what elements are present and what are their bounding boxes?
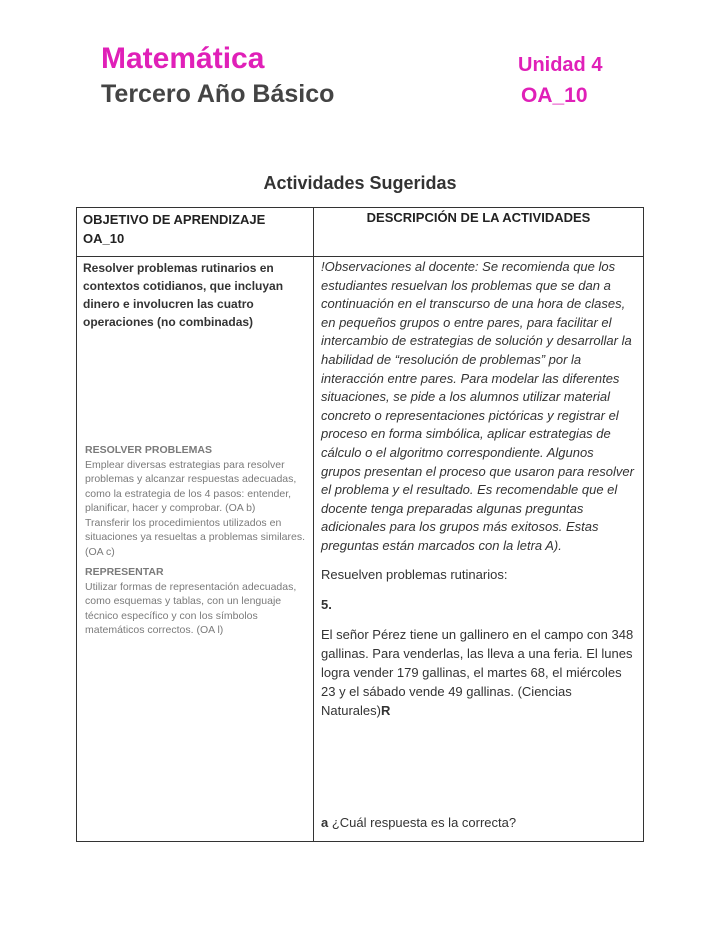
intro-text: Resuelven problemas rutinarios: xyxy=(321,566,508,582)
question-letter: a xyxy=(321,815,329,830)
problem-number: 5. xyxy=(321,596,332,612)
question-text: ¿Cuál respuesta es la correcta? xyxy=(328,815,517,830)
problem-text: El señor Pérez tiene un gallinero en el campo con 348 gallinas. Para venderlas, las lleva a una feria. El lunes logra vender 179 gallinas, el martes 68, el miércoles 23 y el sábado vende 49 gallinas. (Ciencias Naturales) xyxy=(321,626,634,718)
unit-label: Unidad 4 xyxy=(518,54,603,76)
description-cell xyxy=(314,257,644,842)
table-row xyxy=(77,257,644,842)
oa-label: OA_10 xyxy=(521,84,588,107)
activities-table xyxy=(76,207,644,842)
problem-statement xyxy=(314,625,643,720)
resolver-text-1: Emplear diversas estrategias para resolver problemas y alcanzar respuestas adecuadas, como la estrategia de los 4 pasos: entender, planificar, hacer y comprobar. (OA b) xyxy=(85,458,297,514)
representar-title: REPRESENTAR xyxy=(85,566,164,578)
section-title: Actividades Sugeridas xyxy=(263,173,457,193)
problem-suffix: R xyxy=(380,702,391,718)
table-header-row xyxy=(77,208,644,257)
teacher-observations: !Observaciones al docente: Se recomienda que los estudiantes resuelvan los problemas que se dan a continuación en el transcurso de una hora de clases, en pequeños grupos o entre pares, para facilitar el intercambio de estrategias de solución y desarrollar la habilidad de “resolución de problemas” por la interacción entre pares. Para modelar las diferentes situaciones, se pide a los alumnos utilizar material concreto o representaciones pictóricas y registrar el proceso en forma simbólica, aplicar estrategias de cálculo o el algoritmo correspondiente. Algunos grupos presentan el proceso que usaron para resolver el problema y el resultado. Es recomendable que el docente tenga preparadas algunas preguntas adicionales para los grupos más exitosos. Estas preguntas están marcados con la letra A). xyxy=(321,259,634,553)
representar-text: Utilizar formas de representación adecuadas, como esquemas y tablas, con un lenguaje técnico específico y con los símbolos matemáticos correctos. (OA l) xyxy=(85,580,297,636)
resolver-title: RESOLVER PROBLEMAS xyxy=(85,444,212,456)
objective-text: Resolver problemas rutinarios en contextos cotidianos, que incluyan dinero e involucren las cuatro operaciones (no combinadas) xyxy=(83,261,284,329)
description-column-header: DESCRIPCIÓN DE LA ACTIVIDADES xyxy=(314,208,644,257)
objective-column-header: OBJETIVO DE APRENDIZAJE OA_10 xyxy=(77,208,314,257)
subject-title: Matemática xyxy=(101,42,265,75)
question-line xyxy=(321,815,516,830)
objective-cell xyxy=(77,257,314,842)
grade-title: Tercero Año Básico xyxy=(101,80,335,108)
resolver-text-2: Transferir los procedimientos utilizados en situaciones ya resueltas a problemas similares. (OA c) xyxy=(85,516,306,558)
skills-block xyxy=(85,443,313,638)
